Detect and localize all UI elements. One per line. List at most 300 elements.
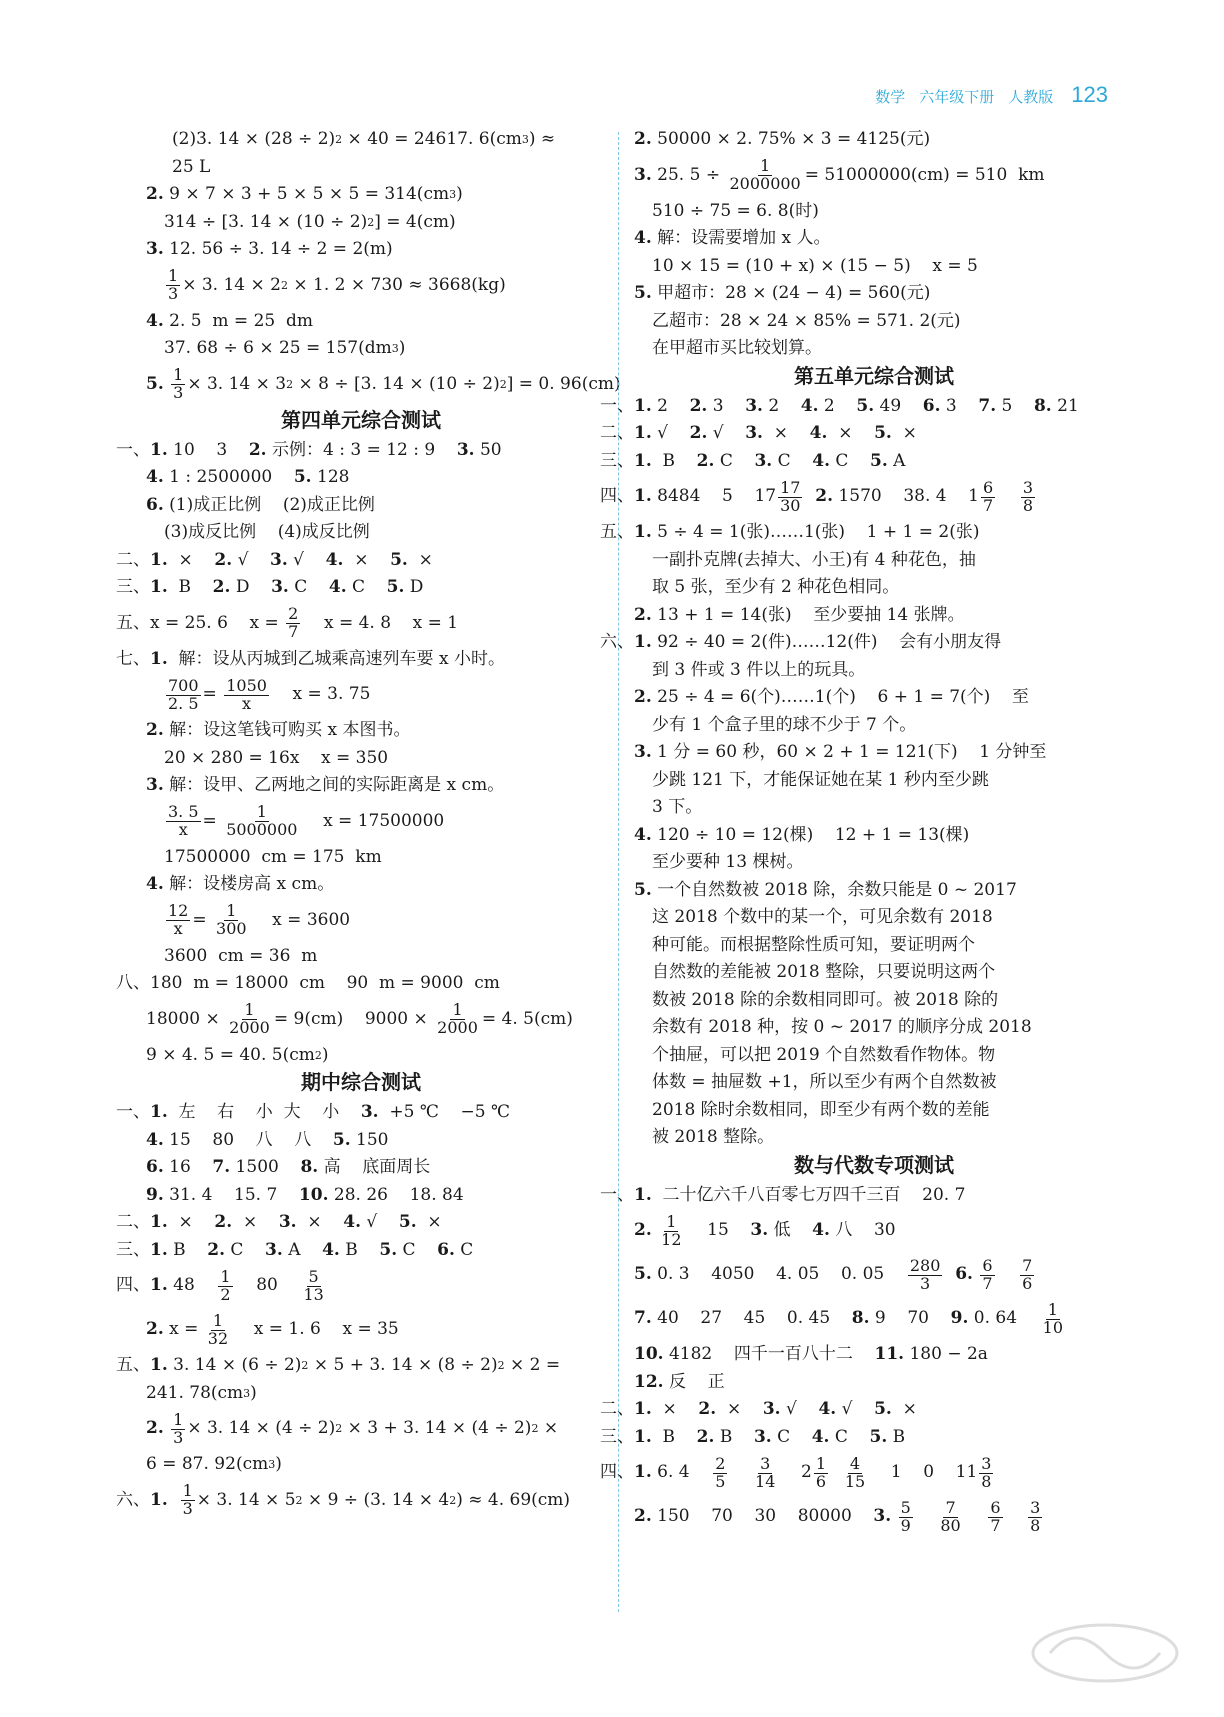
answer-text: × (416, 1212, 442, 1232)
item-number: 5. (386, 577, 405, 597)
answer-text: 到 3 件或 3 件以上的玩具。 (652, 659, 866, 680)
answer-text: 少有 1 个盒子里的球不少于 7 个。 (652, 714, 917, 735)
answer-text: 6 = 87. 92(cm (146, 1454, 269, 1474)
item-number: 9. (950, 1308, 969, 1329)
answer-text: 自然数的差能被 2018 整除，只要说明这两个 (652, 962, 996, 982)
fraction-numerator: 1 (182, 1481, 193, 1501)
answer-text: 1 : 2500000 (163, 467, 294, 487)
answer-text: 9 × 4. 5 = 40. 5(cm (146, 1044, 315, 1065)
answer-text: × 3. 14 × 3 (187, 373, 287, 394)
superscript: 2 (301, 1359, 309, 1372)
answer-line (634, 253, 1114, 281)
fraction (171, 367, 185, 402)
answer-text: 13 + 1 = 14(张) 至少要抽 14 张牌。 (651, 604, 965, 625)
answer-line (634, 987, 1114, 1015)
superscript: 2 (314, 1048, 322, 1062)
fraction-denominator: 2000000 (729, 174, 801, 193)
answer-text: = 9(cm) 9000 × (273, 1008, 434, 1029)
answer-text: 被 2018 整除。 (652, 1127, 775, 1147)
answer-text: √ (836, 1399, 875, 1419)
answer-text: ) ≈ 4. 69(cm) (456, 1489, 571, 1510)
answer-text: 七、 (116, 648, 150, 669)
fraction-denominator: 8 (1022, 495, 1034, 515)
answer-text (915, 1503, 937, 1531)
answer-text: 种可能。而根据整除性质可知，要证明两个 (652, 934, 975, 955)
fraction (753, 1453, 777, 1491)
answer-text: x = 17500000 (301, 810, 445, 831)
answer-line (116, 1308, 606, 1352)
item-number: 1. (634, 423, 652, 443)
item-number: 5. (634, 283, 652, 303)
superscript: 3 (268, 1458, 276, 1471)
answer-text: 3 (707, 395, 746, 416)
answer-line (634, 739, 1114, 767)
fraction-numerator: 2 (288, 604, 299, 624)
answer-line (600, 393, 1114, 421)
item-number: 4. (343, 1212, 362, 1232)
answer-line (116, 126, 606, 154)
answer-text: ] = 0. 96(cm) (506, 373, 621, 394)
answer-line (116, 1380, 606, 1408)
answer-text: 三、 (600, 450, 634, 471)
item-number: 4. (146, 310, 164, 331)
answer-text: 120 ÷ 10 = 12(棵) 12 + 1 = 13(棵) (651, 824, 970, 845)
fraction-denominator: 7 (288, 622, 299, 641)
answer-line (600, 1451, 1114, 1495)
fraction-numerator: 1 (1047, 1299, 1058, 1319)
item-number: 3. (762, 1399, 781, 1419)
answer-text: 个抽屉，可以把 2019 个自然数看作物体。物 (652, 1044, 996, 1065)
answer-text: 体数 = 抽屉数 +1，所以至少有两个自然数被 (652, 1072, 997, 1092)
fraction-denominator: 80 (940, 1515, 961, 1535)
answer-line (634, 849, 1114, 877)
item-number: 4. (812, 1220, 830, 1241)
item-number: 6. (146, 1157, 164, 1177)
answer-text (973, 1261, 978, 1289)
answer-text: × (891, 1399, 917, 1419)
answer-text: x = (163, 1319, 204, 1340)
fraction-denominator: x (178, 820, 188, 839)
item-number: 6. (437, 1239, 455, 1260)
answer-line (634, 1253, 1114, 1297)
answer-text: 四、 (600, 1462, 634, 1483)
answer-text: 9 × 7 × 3 + 5 × 5 × 5 = 314(cm (163, 184, 450, 204)
answer-line (634, 547, 1114, 575)
fraction-denominator: 2000 (437, 1018, 478, 1037)
fraction-denominator: 2000 (229, 1018, 270, 1037)
answer-line (600, 629, 1114, 657)
answer-text: D (404, 577, 424, 597)
fraction (227, 1002, 272, 1037)
fraction (727, 158, 802, 193)
fraction (843, 1453, 867, 1491)
superscript: 2 (280, 278, 288, 292)
fraction-denominator: 3 (920, 1273, 931, 1293)
answer-line (116, 464, 606, 492)
fraction (988, 1497, 1002, 1535)
answer-text: 三、 (116, 1239, 150, 1260)
answer-text: × 3 + 3. 14 × (4 ÷ 2) (342, 1418, 532, 1439)
item-number: 3. (265, 1239, 283, 1260)
right-column (600, 126, 1114, 1539)
fraction-numerator: 17 (780, 477, 801, 497)
fraction-numerator: 5 (308, 1266, 319, 1286)
answer-line (116, 181, 606, 209)
fraction (166, 268, 180, 303)
answer-text: × (232, 1212, 279, 1232)
edition-label: 人教版 (1008, 89, 1054, 106)
item-number: 2. (146, 184, 164, 204)
answer-text: B (651, 450, 697, 471)
item-number: 5. (634, 879, 652, 900)
answer-text: 15 (685, 1220, 751, 1241)
item-number: 1. (150, 1355, 168, 1375)
fraction-denominator: 10 (1042, 1317, 1063, 1337)
fraction-denominator: 6 (1022, 1273, 1033, 1293)
item-number: 8. (300, 1157, 319, 1177)
fraction-denominator: 3 (173, 1427, 184, 1447)
item-number: 2. (698, 1399, 717, 1419)
answer-text: 高 底面周长 (318, 1157, 431, 1177)
fraction (166, 804, 201, 839)
answer-line (116, 335, 606, 363)
answer-text (997, 483, 1019, 511)
answer-text: × 3. 14 × 2 (182, 274, 281, 295)
item-number: 3. (456, 439, 475, 460)
answer-text: 解：设楼房高 x cm。 (163, 874, 335, 894)
answer-text: 甲超市：28 × (24 − 4) = 560(元) (651, 283, 931, 303)
item-number: 7. (212, 1157, 231, 1177)
item-number: 4. (146, 1129, 164, 1150)
answer-text: 150 (350, 1129, 389, 1150)
answer-line (116, 1127, 606, 1155)
answer-text: 1 分 = 60 秒，60 × 2 + 1 = 121(下) 1 分钟至 (651, 742, 1047, 762)
answer-text: C (454, 1239, 474, 1260)
answer-text: 反 正 (663, 1371, 725, 1392)
answer-text: 一、 (600, 1184, 634, 1205)
answer-text: A (887, 450, 906, 471)
answer-text: x = 3. 75 (270, 684, 371, 705)
answer-text: 解：设这笔钱可购买 x 本图书。 (163, 720, 411, 740)
fraction-denominator: 5000000 (226, 820, 298, 839)
item-number: 2. (689, 423, 708, 443)
fraction-numerator: 6 (983, 477, 994, 497)
fraction-denominator: 7 (990, 1515, 1001, 1535)
answer-text: 314 ÷ [3. 14 × (10 ÷ 2) (164, 211, 368, 232)
answer-line (116, 154, 606, 182)
fraction-denominator: 300 (216, 919, 247, 938)
superscript: 2 (499, 377, 507, 391)
fraction-denominator: 14 (755, 1471, 776, 1491)
column-divider (618, 132, 619, 1612)
answer-text: √ (232, 549, 271, 570)
item-number: 4. (325, 549, 344, 570)
item-number: 2. (207, 1239, 226, 1260)
fraction-numerator: 1 (815, 1453, 827, 1473)
item-number: 1. (150, 1489, 168, 1510)
answer-line (116, 844, 606, 872)
answer-text: 四、 (600, 486, 634, 507)
page-header (875, 82, 1108, 108)
answer-line (116, 574, 606, 602)
answer-text: × (407, 549, 433, 570)
fraction-denominator: 32 (207, 1328, 229, 1348)
answer-line (116, 899, 606, 943)
answer-text: 六、 (116, 1489, 150, 1510)
item-number: 2. (212, 577, 231, 597)
answer-line (634, 1014, 1114, 1042)
answer-line (116, 1407, 606, 1451)
item-number: 1. (150, 1239, 168, 1260)
fraction-numerator: 12 (168, 901, 189, 921)
answer-line (634, 1341, 1114, 1369)
fraction-denominator: 8 (981, 1471, 992, 1491)
fraction-denominator: 2. 5 (168, 693, 199, 713)
answer-text: 48 (167, 1275, 217, 1296)
answer-text: 1500 (230, 1157, 301, 1177)
fraction-numerator: 6 (982, 1255, 993, 1275)
answer-text: C (714, 450, 755, 471)
superscript: 2 (449, 1493, 457, 1507)
answer-text: 取 5 张，至少有 2 种花色相同。 (652, 577, 900, 597)
fraction (778, 477, 802, 515)
answer-text: 6. 4 (651, 1462, 712, 1483)
item-number: 1. (634, 522, 652, 542)
answer-text: B (887, 1426, 906, 1447)
fraction-numerator: 4 (849, 1453, 861, 1473)
fraction-numerator: 280 (909, 1255, 941, 1275)
fraction-denominator: 13 (303, 1284, 324, 1304)
superscript: 2 (295, 1493, 303, 1507)
item-number: 5. (874, 1399, 892, 1419)
answer-text: B (167, 577, 213, 597)
answer-text: 9 70 (869, 1308, 951, 1329)
superscript: 2 (531, 1422, 539, 1436)
answer-text: 二、 (116, 549, 150, 570)
item-number: 1. (634, 632, 652, 652)
answer-text (729, 1459, 751, 1487)
answer-text: 示例：4 : 3 = 12 : 9 (266, 439, 457, 460)
answer-text: 低 (768, 1220, 813, 1241)
answer-line (116, 1479, 606, 1523)
superscript: 2 (335, 1422, 343, 1436)
item-number: 2. (696, 450, 715, 471)
answer-line (116, 871, 606, 899)
answer-text: 数被 2018 除的余数相同即可。被 2018 除的 (652, 989, 999, 1010)
fraction (814, 1453, 828, 1491)
answer-text: 一、 (116, 439, 150, 460)
answer-text: C (288, 577, 329, 597)
answer-line (116, 602, 606, 646)
answer-text: x = 3600 (250, 909, 351, 930)
item-number: 4. (812, 450, 830, 471)
fraction-denominator: 7 (983, 495, 994, 515)
answer-text (652, 1217, 657, 1245)
answer-text: 五、 (600, 522, 634, 542)
item-number: 1. (634, 1462, 652, 1483)
answer-line (634, 602, 1114, 630)
answer-line (634, 684, 1114, 712)
item-number: 7. (978, 395, 997, 416)
answer-text: 3 (940, 395, 979, 416)
answer-line (116, 646, 606, 674)
answer-text: × 3. 14 × 5 (196, 1489, 296, 1510)
answer-text: 150 70 30 80000 (651, 1506, 874, 1527)
answer-line (634, 904, 1114, 932)
fraction (659, 1211, 683, 1249)
answer-text: C (346, 577, 387, 597)
item-number: 5. (332, 1129, 351, 1150)
answer-text: 2 (762, 395, 801, 416)
answer-text: A (282, 1239, 323, 1260)
answer-line (116, 1154, 606, 1182)
answer-text: 这 2018 个数中的某一个，可见余数有 2018 (652, 907, 993, 927)
answer-text: 180 − 2a (904, 1344, 988, 1364)
item-number: 3. (745, 423, 763, 443)
item-number: 1. (150, 1102, 168, 1122)
answer-line (634, 335, 1114, 363)
item-number: 2. (815, 486, 834, 507)
item-number: 3. (146, 775, 164, 795)
item-number: 5. (634, 1264, 652, 1285)
fraction-denominator: 2 (220, 1284, 231, 1304)
answer-line (634, 1069, 1114, 1097)
fraction (980, 1255, 994, 1293)
item-number: 5. (869, 1426, 888, 1447)
answer-text: 92 ÷ 40 = 2(件)……12(件) 会有小朋友得 (651, 632, 1002, 652)
answer-line (116, 943, 606, 971)
answer-text: C (829, 450, 871, 471)
answer-text (891, 1503, 896, 1531)
answer-text: 0. 3 4050 4. 05 0. 05 (651, 1264, 906, 1285)
answer-line (116, 363, 621, 407)
item-number: 10. (298, 1184, 329, 1205)
answer-line (116, 800, 606, 844)
fraction (206, 1310, 230, 1348)
item-number: 5. (856, 395, 875, 416)
item-number: 2. (696, 1426, 715, 1447)
answer-text: × (651, 1399, 699, 1419)
answer-line (600, 519, 1114, 547)
item-number: 8. (851, 1308, 870, 1329)
fraction-numerator: 1 (244, 1000, 255, 1020)
item-number: 1. (634, 1399, 652, 1419)
fraction-numerator: 1 (173, 1409, 184, 1429)
item-number: 3. (146, 239, 164, 259)
answer-line (634, 280, 1114, 308)
answer-text: x = 1. 6 x = 35 (232, 1319, 399, 1340)
answer-text: 3600 cm = 36 m (164, 945, 318, 966)
answer-line (600, 1396, 1114, 1424)
answer-text: 2 (818, 395, 857, 416)
item-number: 3. (278, 1212, 297, 1232)
fraction-numerator: 6 (990, 1497, 1001, 1517)
answer-line (116, 1209, 606, 1237)
answer-text: × (538, 1418, 559, 1439)
answer-line (600, 1424, 1114, 1452)
item-number: 3. (634, 164, 652, 185)
answer-line (116, 1182, 606, 1210)
answer-text: = (202, 684, 223, 705)
fraction-denominator: 6 (815, 1471, 827, 1491)
superscript: 3 (391, 342, 399, 355)
answer-text: 乙超市：28 × 24 × 85% = 571. 2(元) (652, 310, 961, 331)
item-number: 4. (634, 228, 652, 248)
answer-text: D (230, 577, 272, 597)
answer-line (600, 420, 1114, 448)
answer-line (634, 877, 1114, 905)
item-number: 3. (873, 1506, 892, 1527)
answer-text: 解：设从丙城到乙城乘高速列车要 x 小时。 (167, 648, 505, 669)
answer-text: B (714, 1426, 754, 1447)
answer-text: ) ≈ (528, 129, 556, 149)
item-number: 4. (146, 467, 164, 487)
item-number: 2. (634, 1506, 652, 1527)
answer-text: (3)成反比例 (4)成反比例 (164, 522, 370, 542)
fraction-denominator: 15 (844, 1471, 866, 1491)
answer-line (600, 1182, 1114, 1210)
answer-text: 1570 38. 4 1 (833, 486, 980, 507)
answer-text: x = 4. 8 x = 1 (302, 612, 459, 633)
answer-text: B (339, 1239, 380, 1260)
fraction (1020, 1255, 1034, 1293)
answer-text: 8484 5 17 (651, 486, 777, 507)
superscript: 2 (286, 377, 294, 391)
answer-text: √ (651, 423, 690, 443)
item-number: 3. (360, 1102, 379, 1122)
answer-text: 10 3 (167, 439, 249, 460)
answer-text: = (192, 909, 213, 930)
answer-text: × (891, 423, 917, 443)
answer-text: 一个自然数被 2018 除，余数只能是 0 ~ 2017 (651, 879, 1017, 900)
answer-text: √ (707, 423, 746, 443)
answer-text: × (762, 423, 810, 443)
answer-text: ] = 4(cm) (374, 211, 456, 232)
fraction (214, 903, 249, 938)
answer-text (1005, 1503, 1027, 1531)
answer-line (116, 1451, 606, 1479)
item-number: 4. (322, 1239, 340, 1260)
answer-text: 五、x = 25. 6 x = (116, 612, 285, 633)
answer-text (965, 1503, 987, 1531)
answer-text: = 51000000(cm) = 510 km (804, 164, 1045, 185)
answer-text (164, 1415, 169, 1443)
fraction-numerator: 1 (226, 901, 237, 921)
answer-text: × (167, 1212, 215, 1232)
item-number: 2. (214, 1212, 233, 1232)
fraction-numerator: 2 (715, 1453, 726, 1473)
answer-text: × (343, 549, 391, 570)
fraction (908, 1255, 943, 1293)
answer-text: = (202, 810, 223, 831)
answer-text: 3 下。 (652, 797, 703, 817)
answer-line (116, 1237, 606, 1265)
item-number: 4. (800, 395, 819, 416)
item-number: 4. (811, 1426, 830, 1447)
answer-text: × 2 = (504, 1355, 561, 1375)
answer-line (634, 1124, 1114, 1152)
item-number: 2. (634, 129, 652, 149)
answer-text: × 9 ÷ (3. 14 × 4 (302, 1489, 450, 1510)
answer-text: 一副扑克牌(去掉大、小王)有 4 种花色，抽 (652, 549, 976, 570)
answer-line (634, 1042, 1114, 1070)
fraction-numerator: 3 (1030, 1497, 1041, 1517)
fraction-numerator: 1 (452, 1000, 463, 1020)
answer-text: ) (321, 1044, 329, 1065)
answer-line (116, 308, 606, 336)
fraction-numerator: 3 (760, 1453, 771, 1473)
item-number: 3. (271, 577, 289, 597)
